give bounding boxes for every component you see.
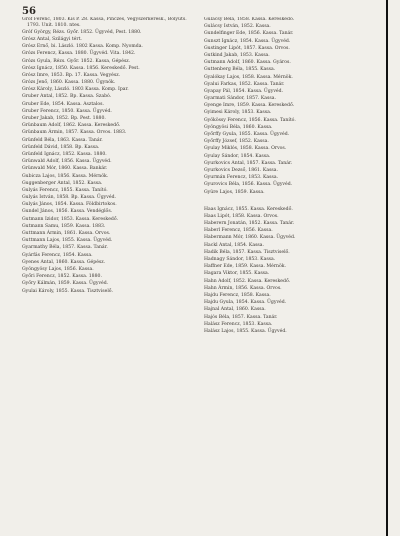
directory-entry: Haas Ignácz, 1855. Kassa. Kereskedő.: [204, 206, 293, 212]
right-column-bottom-section: [204, 207, 379, 335]
directory-entry: Halász Lajos, 1855. Kassa. Ügyvéd.: [204, 328, 287, 334]
right-column: [204, 17, 379, 523]
directory-entry: Gustinger Lipót, 1857. Kassa. Orvos.: [204, 45, 290, 51]
directory-entry: Győrffy József, 1852. Kassa.: [204, 139, 269, 145]
directory-entry: Gyöngyösi Béla, 1860. Kassa.: [204, 124, 273, 130]
directory-entry: Gróf Ferenc, 1803. Kis P. 28. Kassa, Pinczés, Vegyszerkeresk., Bölyüts. 1793. Unit. 1810. ntes.: [22, 17, 187, 28]
directory-entry: Grózs Ferencz, Kassa. 1880. Ügyvéd. Vita. 1842.: [22, 51, 136, 57]
directory-entry: Hadik Béla, 1857. Kassa. Tisztviselő.: [204, 249, 290, 255]
directory-entry: Haberern Jonatán, 1852. Kassa. Tanár.: [204, 221, 295, 227]
left-column: [22, 17, 197, 523]
directory-entry: Gróf György, Rézs. Győr. 1852. Ügyvéd, Pest. 1880.: [22, 29, 142, 35]
directory-entry: Haberl Ferencz, 1856. Kassa.: [204, 228, 273, 234]
directory-entry: Gyurovics Béla, 1856. Kassa. Ügyvéd.: [204, 182, 293, 188]
directory-entry: Gundelfinger Ede, 1856. Kassa. Tanár.: [204, 31, 294, 37]
directory-entry: Grósz Károly, László. 1803 Kassa. Komp. Ipar.: [22, 87, 129, 93]
directory-entry: Gyarmati Sándor, 1857. Kassa.: [204, 96, 276, 102]
directory-entry: Gyapay Pál, 1854. Kassa. Ügyvéd.: [204, 88, 284, 94]
directory-entry: Hahn Adolf, 1852. Kassa. Kereskedő.: [204, 278, 291, 284]
directory-entry: Grünbaum Ármin, 1857. Kassa. Orvos. 1883.: [22, 130, 127, 136]
directory-entry: Hackl Antal, 1854. Kassa.: [204, 242, 264, 248]
directory-entry: Gyöngyösy Lajos, 1856. Kassa.: [22, 266, 94, 272]
directory-entry: Guttenberg Béla, 1855. Kassa.: [204, 67, 276, 73]
directory-entry: Gulácsy Béla, 1858. Kassa. Kereskedő.: [204, 17, 295, 22]
directory-entry: Guttmann Lajos, 1855. Kassa. Ügyvéd.: [22, 238, 113, 244]
directory-entry: Hajdu Ferencz, 1858. Kassa.: [204, 292, 271, 298]
directory-entry: Haas Lipót, 1858. Kassa. Orvos.: [204, 213, 279, 219]
directory-entry: Gundel János, 1856. Kassa. Vendéglős.: [22, 209, 113, 215]
directory-entry: Gruber Ferencz, 1850. Kassa. Ügyvéd.: [22, 108, 112, 114]
directory-entry: Gyenge Imre, 1859. Kassa. Kereskedő.: [204, 103, 295, 109]
directory-entry: Grózs Gyula, Rézs. Győr. 1852. Kassa, Gépész.: [22, 58, 131, 64]
directory-entry: Grünbaum Adolf, 1862. Kassa. Kereskedő.: [22, 123, 121, 129]
directory-entry: Gyalui Farkas, 1852. Kassa. Tanár.: [204, 81, 285, 87]
directory-entry: Gyökössy Ferencz, 1856. Kassa. Tanító.: [204, 117, 296, 123]
directory-entry: Grósz Ignácz, 1850. Kassa. 1856. Kereskedő. Pest.: [22, 65, 140, 71]
directory-entry: Hagara Viktor, 1855. Kassa.: [204, 271, 270, 277]
directory-entry: Gunszt Ignácz, 1854. Kassa. Ügyvéd.: [204, 38, 291, 44]
directory-entry: Gyarmathy Béla, 1857. Kassa. Tanár.: [22, 245, 108, 251]
directory-entry: Habermann Mór, 1860. Kassa. Ügyvéd.: [204, 235, 296, 241]
directory-entry: Gruber Ede, 1854. Kassa. Asztalos.: [22, 101, 104, 107]
directory-entry: Gutmann Adolf, 1860. Kassa. Gyáros.: [204, 60, 291, 66]
directory-entry: Gulyás István, 1858. Bp. Kassa. Ügyvéd.: [22, 195, 116, 201]
directory-entry: Győrffy Gyula, 1855. Kassa. Ügyvéd.: [204, 132, 290, 137]
directory-entry: Gyulay Miklós, 1858. Kassa. Orvos.: [204, 146, 287, 152]
directory-entry: Gyulay Sándor, 1854. Kassa.: [204, 153, 271, 159]
directory-entry: Győri Ferencz, 1852. Kassa. 1880.: [22, 274, 102, 280]
right-column-top-section: [204, 17, 379, 195]
directory-entry: Guggenberger Antal, 1852. Kassa.: [22, 180, 103, 186]
directory-entry: Gutmann Izidor, 1853. Kassa. Kereskedő.: [22, 216, 119, 222]
directory-entry: Gruber Jakab, 1852. Bp. Pest. 1880.: [22, 116, 106, 122]
directory-entry: Gyurkovics Dezső, 1861. Kassa.: [204, 167, 278, 173]
directory-entry: Gyenes Antal, 1860. Kassa. Gépész.: [22, 259, 106, 265]
page-number: 56: [22, 6, 36, 17]
directory-entry: Gubicza Lajos, 1856. Kassa. Mérnök.: [22, 173, 109, 179]
section-gap: [204, 197, 379, 207]
directory-entry: Hajós Béla, 1857. Kassa. Tanár.: [204, 314, 278, 320]
directory-entry: Guttmann Ármin, 1861. Kassa. Orvos.: [22, 231, 111, 237]
directory-entry: Gutmann Samu, 1859. Kassa. 1883.: [22, 223, 106, 229]
directory-entry: Gulyás Ferencz, 1855. Kassa. Tanító.: [22, 187, 108, 193]
directory-entry: Gyulai Károly, 1855. Kassa. Tisztviselő.: [22, 288, 114, 294]
directory-entry: Halász Ferencz, 1853. Kassa.: [204, 321, 273, 327]
directory-entry: Grünwald Adolf, 1856. Kassa. Ügyvéd.: [22, 159, 112, 165]
directory-entry: Grózs Jenő, 1860. Kassa. 1880. Ügynök.: [22, 80, 116, 86]
directory-entry: Győry Kálmán, 1859. Kassa. Ügyvéd.: [22, 281, 109, 287]
directory-entry: Grósz Imre, 1853. Bp. 17. Kassa. Vegyész.: [22, 72, 121, 78]
directory-entry: Haffner Ede, 1859. Kassa. Mérnök.: [204, 264, 287, 270]
directory-entry: Gyárfás Ferencz, 1854. Kassa.: [22, 252, 93, 258]
directory-entry: Gruber Antal, 1852. Bp. Kassa. Szabó.: [22, 94, 112, 100]
directory-entry: Hajnal Antal, 1860. Kassa.: [204, 307, 266, 313]
directory-entry: Grünfeld Ignácz, 1852. Kassa. 1880.: [22, 151, 107, 157]
directory-entry: Gyüre Lajos, 1859. Kassa.: [204, 189, 265, 195]
directory-entry: Grünwald Mór, 1860. Kassa. Bankár.: [22, 166, 108, 172]
directory-entry: Gulácsy István, 1852. Kassa.: [204, 24, 271, 30]
directory-entry: Hahn Ármin, 1856. Kassa. Orvos.: [204, 285, 282, 291]
directory-entry: Grünfeld Béla, 1863. Kassa. Tanár.: [22, 137, 103, 143]
directory-entry: Hadnagy Sándor, 1853. Kassa.: [204, 257, 276, 262]
directory-entry: Hajdu Gyula, 1854. Kassa. Ügyvéd.: [204, 300, 287, 306]
directory-entry: Grósz Ernő, bi. László. 1802 Kassa. Komp. Nyomda.: [22, 44, 143, 50]
page-edge-border: [386, 0, 388, 536]
directory-entry: Gyimesi Károly, 1853. Kassa.: [204, 110, 272, 116]
directory-entry: Gulyás János, 1854. Kassa. Földbirtokos.: [22, 202, 117, 208]
directory-entry: Gyurkovics Antal, 1857. Kassa. Tanár.: [204, 160, 293, 166]
directory-entry: Gyalókay Lajos, 1858. Kassa. Mérnök.: [204, 74, 293, 80]
directory-entry: Grósz Antal, Szilágyi tért.: [22, 36, 82, 42]
directory-entry: Gutkind Jakab, 1853. Kassa.: [204, 52, 270, 58]
directory-entry: Gyurmán Ferencz, 1853. Kassa.: [204, 175, 279, 181]
directory-entry: Grünfeld Dávid, 1858. Bp. Kassa.: [22, 144, 100, 150]
